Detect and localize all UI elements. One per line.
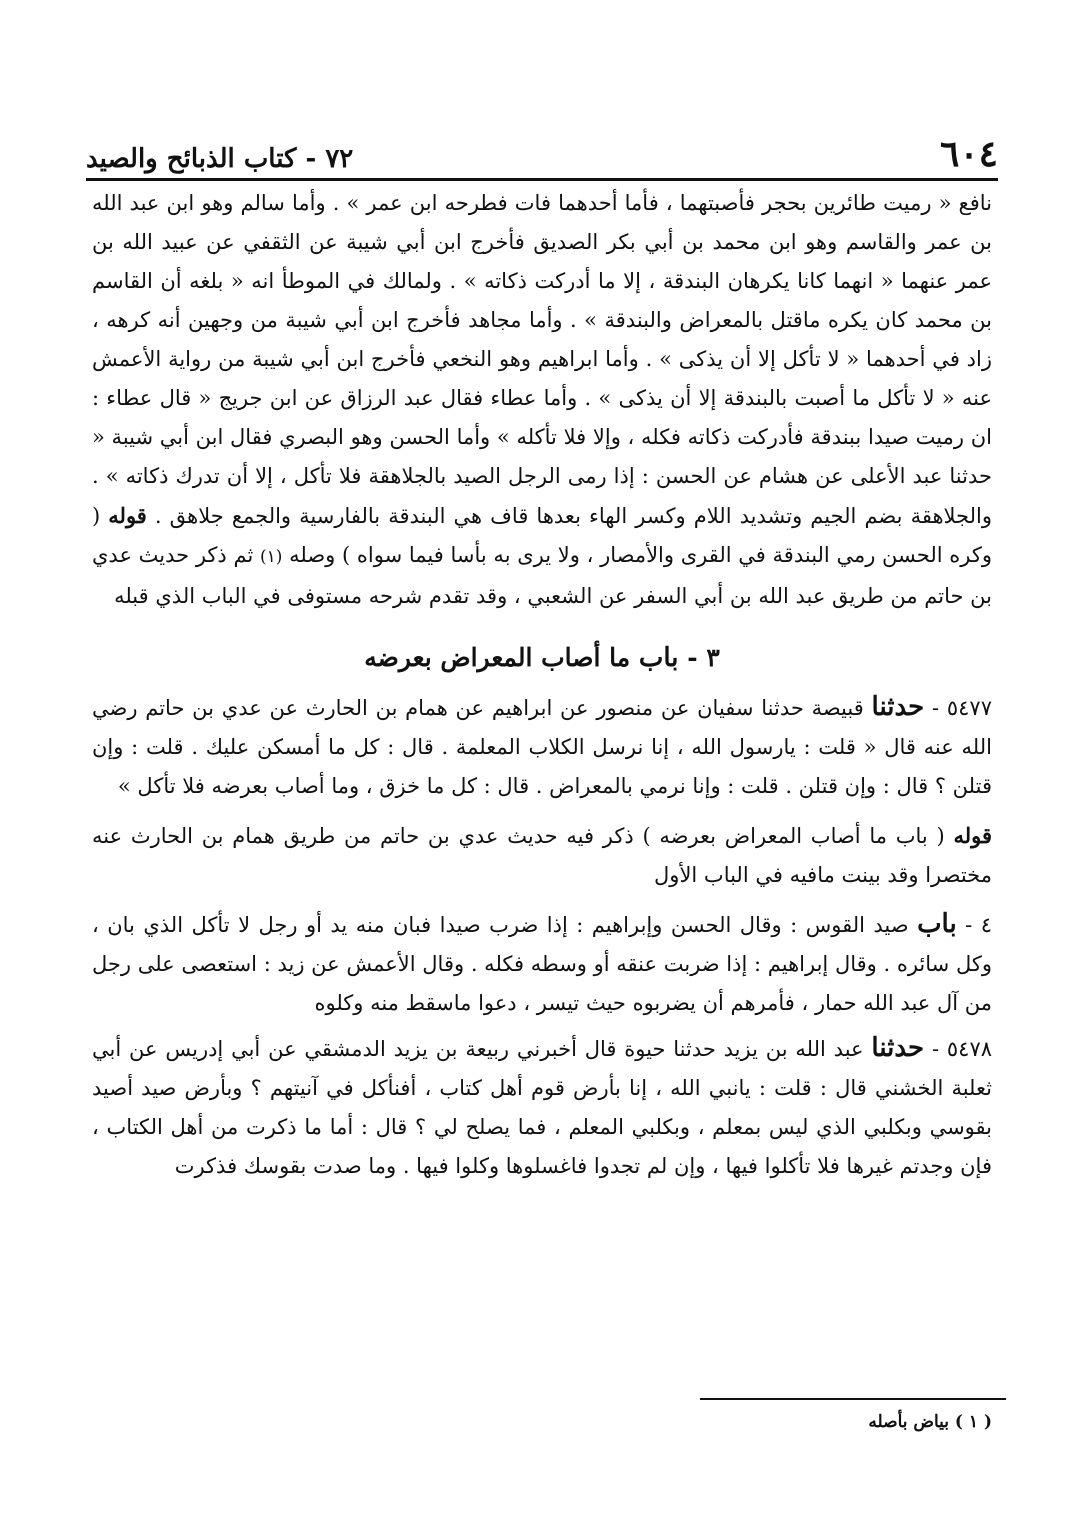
bab-label: باب — [638, 643, 679, 673]
footnote-rule — [700, 1398, 1006, 1400]
running-title: ٧٢ - كتاب الذبائح والصيد — [86, 144, 354, 174]
qawluhu-marker: قوله — [953, 823, 992, 848]
hadith-5478 — [92, 1029, 992, 1186]
hadith-text: عبد الله بن يزيد حدثنا حيوة قال أخبرني ربيعة بن يزيد الدمشقي عن أبي إدريس عن أبي ثعلبة الخشني قال : قلت : يانبي الله ، إنا بأرض قوم أهل كتاب ، أفنأكل في آنيتهم ؟ وبأرض صيد أصيد بقوسي وبكلبي الذي ليس بمعلم ، وبكلبي المعلم ، فما يصلح لي ؟ قال : أما ما ذكرت من أهل الكتاب ، فإن وجدتم غيرها فلا تأكلوا فيها ، وإن لم تجدوا فاغسلوها وكلوا فيها . وما صدت بقوسك فذكرت — [92, 1037, 992, 1178]
spacer — [92, 806, 992, 816]
haddathana-marker: حدثنا — [871, 1033, 925, 1063]
chapter-heading-3 — [92, 616, 992, 688]
commentary-paragraph — [92, 184, 992, 616]
chapter-4-paragraph — [92, 905, 992, 1023]
footnote: ( ١ ) بياض بأصله — [868, 1412, 992, 1432]
page-header — [86, 128, 998, 175]
qawluhu-marker: قوله — [108, 503, 147, 528]
chapter-title: ما أصاب المعراض بعرضه — [364, 643, 631, 672]
spacer — [92, 895, 992, 905]
hadith-number: ٥٤٧٧ - — [932, 696, 992, 720]
commentary-paragraph-2 — [92, 816, 992, 895]
hadith-5477 — [92, 688, 992, 806]
commentary-text: ( باب ما أصاب المعراض بعرضه ) ذكر فيه حديث عدي بن حاتم من طريق همام بن الحارث عنه مختصرا وقد بينت مافيه في الباب الأول — [92, 824, 992, 887]
haddathana-marker: حدثنا — [871, 692, 925, 722]
hadith-text: قبيصة حدثنا سفيان عن منصور عن ابراهيم عن همام بن الحارث عن عدي بن حاتم رضي الله عنه قال « قلت : يارسول الله ، إنا نرسل الكلاب المعلمة . قال : كل ما أمسكن عليك . قلت : وإن قتلن ؟ قال : وإن قتلن . قلت : وإنا نرمي بالمعراض . قال : كل ما خزق ، وما أصاب بعرضه فلا تأكل » — [92, 696, 992, 798]
chapter-text: صيد القوس : وقال الحسن وإبراهيم : إذا ضرب صيدا فبان منه يد أو رجل لا تأكل الذي بان ، وكل سائره . وقال إبراهيم : إذا ضربت عنقه أو وسطه فكله . وقال الأعمش عن زيد : استعصى على رجل من آل عبد الله حمار ، فأمرهم أن يضربوه حيث تيسر ، دعوا ماسقط منه وكلوه — [92, 913, 992, 1015]
header-rule — [86, 178, 998, 181]
wasalahu-text: وصله — [289, 543, 336, 567]
chapter-number: ٤ - — [965, 913, 992, 937]
commentary-tail: ثم ذكر حديث عدي بن حاتم من طريق عبد الله بن أبي السفر عن الشعبي ، وقد تقدم شرحه مستوفى في الباب الذي قبله — [92, 543, 992, 608]
chapter-number: ٣ - — [687, 643, 720, 672]
commentary-text: نافع « رميت طائرين بحجر فأصبتهما ، فأما أحدهما فات فطرحه ابن عمر » . وأما سالم وهو ابن عبد الله بن عمر والقاسم وهو ابن محمد بن أبي بكر الصديق فأخرج ابن أبي شيبة عن الثقفي عن عبيد الله بن عمر عنهما « انهما كانا يكرهان البندقة ، إلا ما أدركت ذكاته » . ولمالك في الموطأ انه « بلغه أن القاسم بن محمد كان يكره ماقتل بالمعراض والبندقة » . وأما مجاهد فأخرج ابن أبي شيبة من وجهين أنه كرهه ، زاد في أحدهما « لا تأكل إلا أن يذكى » . وأما ابراهيم وهو النخعي فأخرج ابن أبي شيبة من رواية الأعمش عنه « لا تأكل ما أصبت بالبندقة إلا أن يذكى » . وأما عطاء فقال عبد الرزاق عن ابن جريج « قال عطاء : ان رميت صيدا ببندقة فأدركت ذكاته فكله ، وإلا فلا تأكله » وأما الحسن وهو البصري فقال ابن أبي شيبة « حدثنا عبد الأعلى عن هشام عن الحسن : إذا رمى الرجل الصيد بالجلاهقة فلا تأكل ، إلا أن تدرك ذكاته » . والجلاهقة بضم الجيم وتشديد اللام وكسر الهاء بعدها قاف هي البندقة بالفارسية والجمع جلاهق . — [92, 191, 992, 528]
bab-label: باب — [917, 909, 957, 939]
body-text — [92, 184, 992, 1186]
quoted-lemma: ( وكره الحسن رمي البندقة في القرى والأمصار ، ولا يرى به بأسا فيما سواه ) — [92, 504, 992, 567]
page-number: ٦٠٤ — [939, 133, 998, 175]
footnote-reference: (١) — [260, 547, 283, 567]
hadith-number: ٥٤٧٨ - — [931, 1037, 993, 1061]
